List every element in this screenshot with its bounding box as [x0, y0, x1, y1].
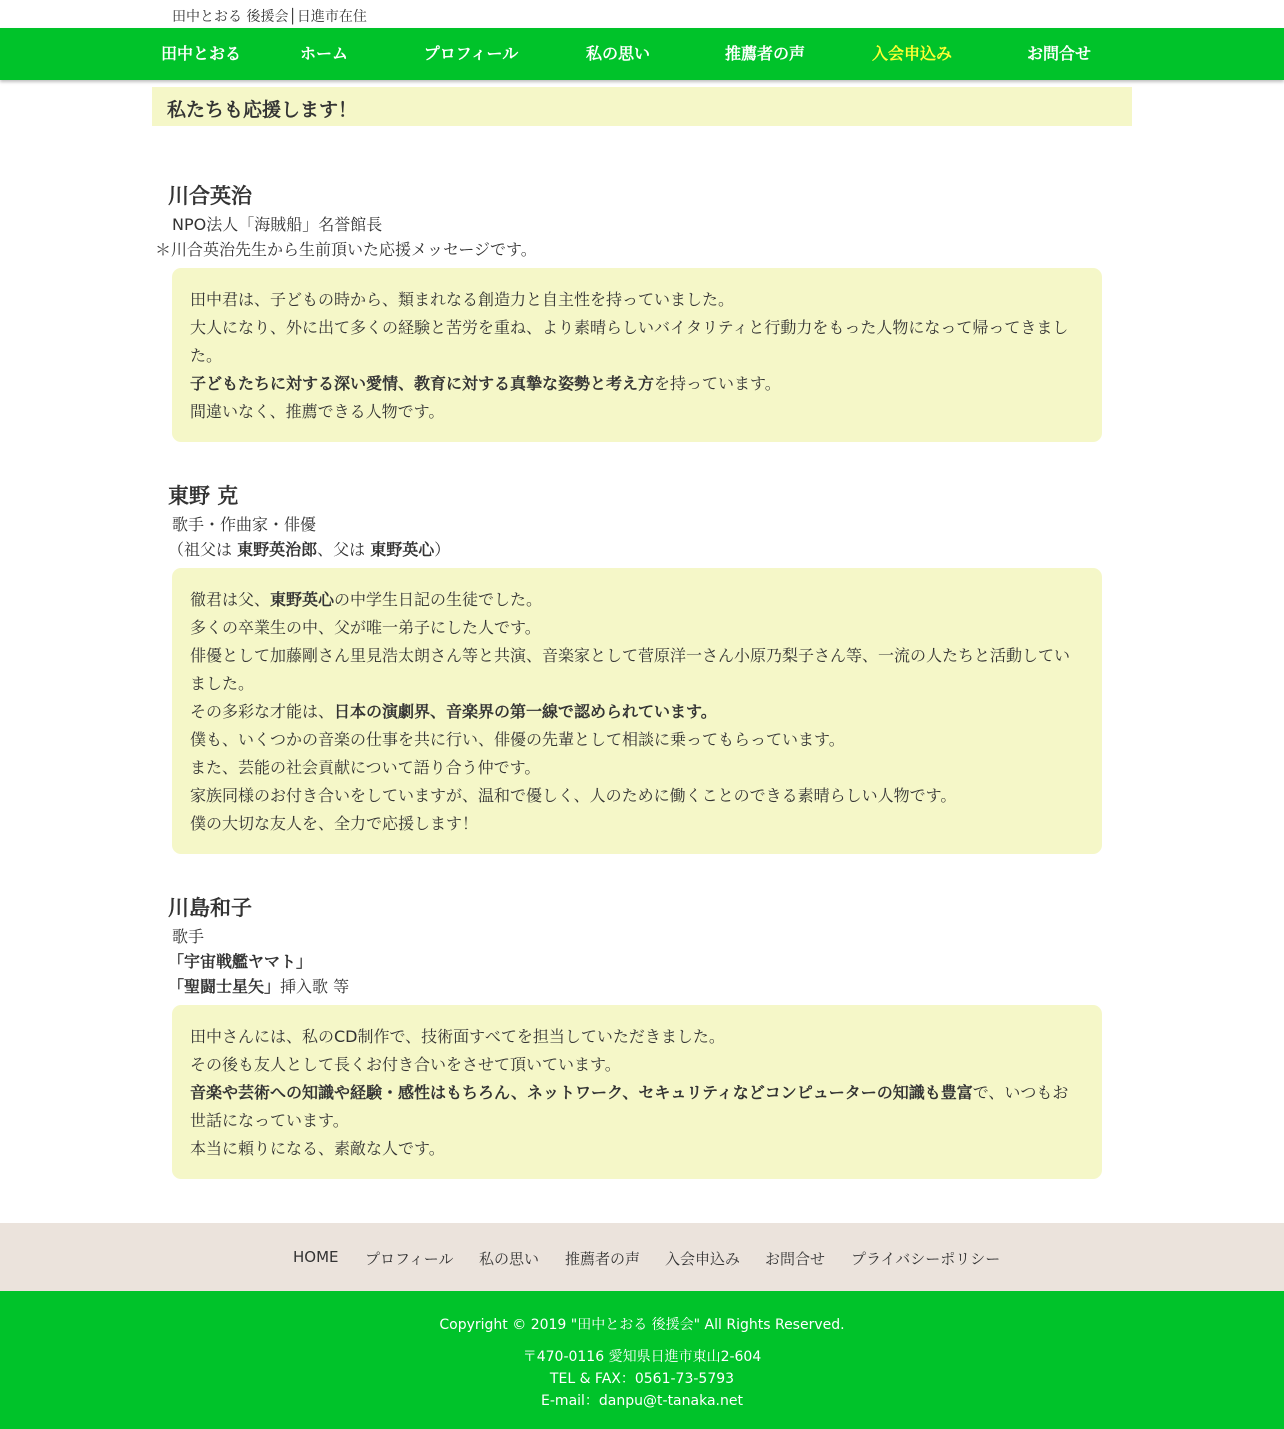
text-segment: ）: [434, 540, 451, 559]
footer-main: [0, 1291, 1284, 1429]
page-title: 私たちも応援します！: [167, 99, 358, 121]
text-segment: 大人になり、外に出て多くの経験と苦労を重ね、より素晴らしいバイタリティと行動力をもった人物になって帰ってきました。: [190, 318, 1069, 365]
person-name: 川島和子: [168, 896, 252, 920]
bold-text: 東野英治郎: [237, 540, 318, 559]
text-segment: を持っています。: [654, 374, 781, 393]
footer-links: [0, 1223, 1284, 1291]
message-paragraph: [190, 810, 1084, 838]
bold-text: 東野英心: [370, 540, 435, 559]
text-segment: 家族同様のお付き合いをしていますが、温和で優しく、人のために働くことのできる素晴らしい人物です。: [190, 786, 957, 805]
text-segment: 田中さんには、私のCD制作で、技術面すべてを担当していただきました。: [190, 1027, 725, 1046]
email-text[interactable]: E-mail：danpu@t-tanaka.net: [541, 1393, 743, 1409]
message-box: [172, 568, 1102, 854]
message-paragraph: [190, 614, 1084, 642]
message-box: [172, 268, 1102, 442]
bold-text: 音楽や芸術への知識や経験・感性はもちろん、ネットワーク、セキュリティなどコンピューターの知識も豊富: [190, 1083, 973, 1102]
nav-item-profile[interactable]: プロフィール: [423, 44, 519, 63]
message-paragraph: [190, 398, 1084, 426]
top-bar: [0, 0, 1284, 28]
person-name: 川合英治: [168, 184, 252, 208]
tel-text: TEL & FAX：0561-73-5793: [549, 1371, 735, 1387]
text-segment: 本当に頼りになる、素敵な人です。: [190, 1139, 445, 1158]
message-paragraph: [190, 1023, 1084, 1051]
text-segment: 僕も、いくつかの音楽の仕事を共に行い、俳優の先輩として相談に乗ってもらっています。: [190, 730, 845, 749]
person-work: [168, 949, 312, 972]
nav-item-home[interactable]: ホーム: [299, 44, 348, 63]
person-title: 歌手: [172, 927, 205, 946]
page-heading-box: [152, 87, 1132, 126]
message-paragraph: [190, 726, 1084, 754]
copyright-text: Copyright © 2019 "田中とおる 後援会" All Rights Reserved.: [439, 1317, 845, 1333]
message-paragraph: [190, 314, 1084, 370]
bold-text: 「聖闘士星矢」: [168, 977, 281, 996]
text-segment: 徹君は父、: [190, 590, 271, 609]
text-segment: の中学生日記の生徒でした。: [334, 590, 543, 609]
text-segment: 俳優として加藤剛さん里見浩太朗さん等と共演、音楽家として菅原洋一さん小原乃梨子さん等、一流の人たちと活動していました。: [190, 646, 1071, 693]
text-segment: その多彩な才能は、: [190, 702, 335, 721]
message-paragraph: [190, 1079, 1084, 1135]
bold-text: 「宇宙戦艦ヤマト」: [168, 952, 313, 971]
message-paragraph: [190, 370, 1084, 398]
message-paragraph: [190, 1051, 1084, 1079]
text-segment: 、父は: [317, 540, 371, 559]
text-segment: で、いつもお世話になっています。: [190, 1083, 1069, 1130]
person-family-line: [168, 537, 450, 560]
footer-link-home[interactable]: HOME: [293, 1248, 339, 1266]
nav-item-contact[interactable]: お問合せ: [1026, 44, 1091, 63]
footer-link-contact[interactable]: お問合せ: [765, 1250, 826, 1268]
message-paragraph: [190, 586, 1084, 614]
person-work: [168, 974, 349, 997]
message-paragraph: [190, 698, 1084, 726]
person-name: 東野 克: [168, 484, 239, 508]
footer-link-profile[interactable]: プロフィール: [365, 1250, 454, 1268]
nav-item-recommenders[interactable]: 推薦者の声: [724, 44, 805, 63]
text-segment: 間違いなく、推薦できる人物です。: [190, 402, 445, 421]
text-segment: 多くの卒業生の中、父が唯一弟子にした人です。: [190, 618, 541, 637]
message-text: [190, 1023, 1084, 1163]
text-segment: また、芸能の社会貢献について語り合う仲です。: [190, 758, 541, 777]
text-segment: 挿入歌 等: [280, 977, 350, 996]
message-paragraph: [190, 1135, 1084, 1163]
nav-item-thoughts[interactable]: 私の思い: [585, 44, 650, 63]
message-paragraph: [190, 642, 1084, 698]
message-paragraph: [190, 754, 1084, 782]
text-segment: （祖父は: [168, 540, 238, 559]
message-paragraph: [190, 286, 1084, 314]
bold-text: 東野英心: [270, 590, 335, 609]
nav-item-join[interactable]: 入会申込み: [871, 44, 952, 63]
message-box: [172, 1005, 1102, 1179]
address-text: 〒470-0116 愛知県日進市東山2-604: [522, 1349, 762, 1365]
text-segment: その後も友人として長くお付き合いをさせて頂いています。: [190, 1055, 621, 1074]
person-note: ＊川合英治先生から生前頂いた応援メッセージです。: [155, 240, 537, 259]
site-caption: 田中とおる 後援会│日進市在住: [172, 9, 367, 25]
message-text: [190, 286, 1084, 426]
main-nav: [0, 28, 1284, 80]
text-segment: 僕の大切な友人を、全力で応援します！: [190, 814, 479, 833]
person-title: NPO法人「海賊船」名誉館長: [172, 215, 383, 234]
nav-brand[interactable]: 田中とおる: [160, 44, 241, 63]
footer-link-thoughts[interactable]: 私の思い: [479, 1250, 540, 1268]
bold-text: 子どもたちに対する深い愛情、教育に対する真摯な姿勢と考え方: [190, 374, 655, 393]
person-title: 歌手・作曲家・俳優: [172, 515, 317, 534]
message-text: [190, 586, 1084, 838]
footer-link-join[interactable]: 入会申込み: [665, 1250, 741, 1268]
bold-text: 日本の演劇界、音楽界の第一線で認められています。: [334, 702, 717, 721]
message-paragraph: [190, 782, 1084, 810]
text-segment: 田中君は、子どもの時から、類まれなる創造力と自主性を持っていました。: [190, 290, 735, 309]
footer-link-privacy[interactable]: プライバシーポリシー: [851, 1250, 1001, 1268]
footer-link-recommenders[interactable]: 推薦者の声: [565, 1250, 641, 1268]
